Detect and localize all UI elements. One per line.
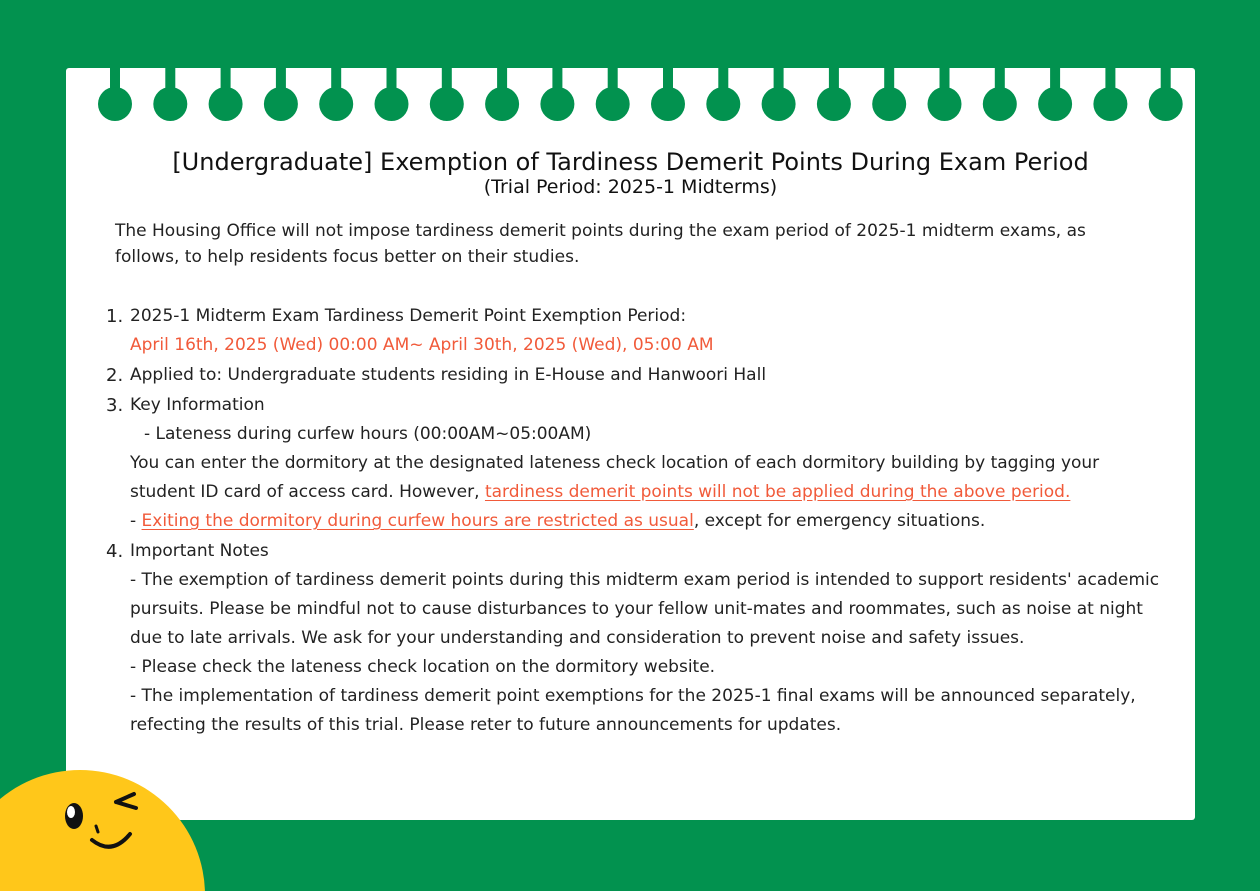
mascot-eye	[65, 803, 83, 829]
lateness-highlight: tardiness demerit points will not be applied during the above period.	[484, 482, 1071, 502]
note-2: - Please check the lateness check location on the dormitory website.	[130, 657, 716, 677]
winking-mascot-icon	[0, 770, 210, 891]
binder-hole	[651, 68, 685, 121]
list-item-period	[106, 302, 1166, 360]
lateness-text: You can enter the dormitory at the designated lateness check location of each dormitory building by tagging your student ID card of access card. However,	[130, 453, 1100, 502]
binder-hole	[430, 68, 464, 121]
binder-hole	[762, 68, 796, 121]
binder-hole	[540, 68, 574, 121]
exit-prefix: -	[130, 511, 142, 531]
key-info-label: Key Information	[130, 395, 265, 415]
exit-highlight: Exiting the dormitory during curfew hours are restricted as usual	[141, 511, 694, 531]
binder-hole	[817, 68, 851, 121]
intro-paragraph: The Housing Office will not impose tardiness demerit points during the exam period of 2025-1 midterm exams, as follows, to help residents focus better on their studies.	[115, 221, 1086, 267]
binder-hole	[1149, 68, 1183, 121]
lateness-heading: - Lateness during curfew hours (00:00AM~05:00AM)	[144, 424, 592, 444]
exit-paragraph	[130, 507, 1166, 536]
binder-hole	[375, 68, 409, 121]
item-number: 4.	[106, 541, 124, 562]
exit-suffix: , except for emergency situations.	[693, 511, 986, 531]
binder-hole	[928, 68, 962, 121]
mascot-cheek	[96, 826, 98, 832]
title-block	[66, 148, 1195, 198]
list-item-applied	[106, 361, 1166, 390]
note-3: - The implementation of tardiness demerit point exemptions for the 2025-1 final exams will be announced separately, refecting the results of this trial. Please reter to future announcements for updates.	[130, 686, 1136, 735]
period-label: 2025-1 Midterm Exam Tardiness Demerit Point Exemption Period:	[130, 306, 687, 326]
mascot-eye-shine	[67, 806, 75, 818]
lateness-paragraph	[130, 449, 1166, 507]
mascot-face	[0, 770, 205, 891]
binder-hole	[485, 68, 519, 121]
notice-paper	[66, 68, 1195, 820]
binder-hole	[1038, 68, 1072, 121]
binder-hole	[872, 68, 906, 121]
item-number: 3.	[106, 395, 124, 416]
period-dates: April 16th, 2025 (Wed) 00:00 AM~ April 30th, 2025 (Wed), 05:00 AM	[130, 335, 714, 355]
binder-holes	[66, 68, 1195, 128]
page-subtitle: (Trial Period: 2025-1 Midterms)	[483, 176, 778, 198]
binder-hole	[596, 68, 630, 121]
notes-label: Important Notes	[130, 541, 269, 561]
binder-hole	[1093, 68, 1127, 121]
item-number: 1.	[106, 306, 124, 327]
note-1: - The exemption of tardiness demerit points during this midterm exam period is intended to support residents' academic pursuits. Please be mindful not to cause disturbances to your fellow unit-mates and roommates, such as noise at night due to late arrivals. We ask for your understanding and consideration to prevent noise and safety issues.	[130, 570, 1160, 648]
list-item-key-info	[106, 391, 1166, 536]
binder-hole	[983, 68, 1017, 121]
binder-hole	[706, 68, 740, 121]
page-title	[66, 148, 1195, 176]
title-main: Exemption of Tardiness Demerit Points During Exam Period	[380, 148, 1089, 176]
notice-list	[106, 302, 1166, 741]
binder-hole	[264, 68, 298, 121]
binder-hole	[98, 68, 132, 121]
applied-label: Applied to: Undergraduate students residing in E-House and Hanwoori Hall	[130, 365, 767, 385]
binder-hole	[319, 68, 353, 121]
item-number: 2.	[106, 365, 124, 386]
list-item-notes	[106, 537, 1166, 740]
binder-hole	[153, 68, 187, 121]
binder-hole	[209, 68, 243, 121]
title-bracket: [Undergraduate]	[172, 148, 373, 176]
